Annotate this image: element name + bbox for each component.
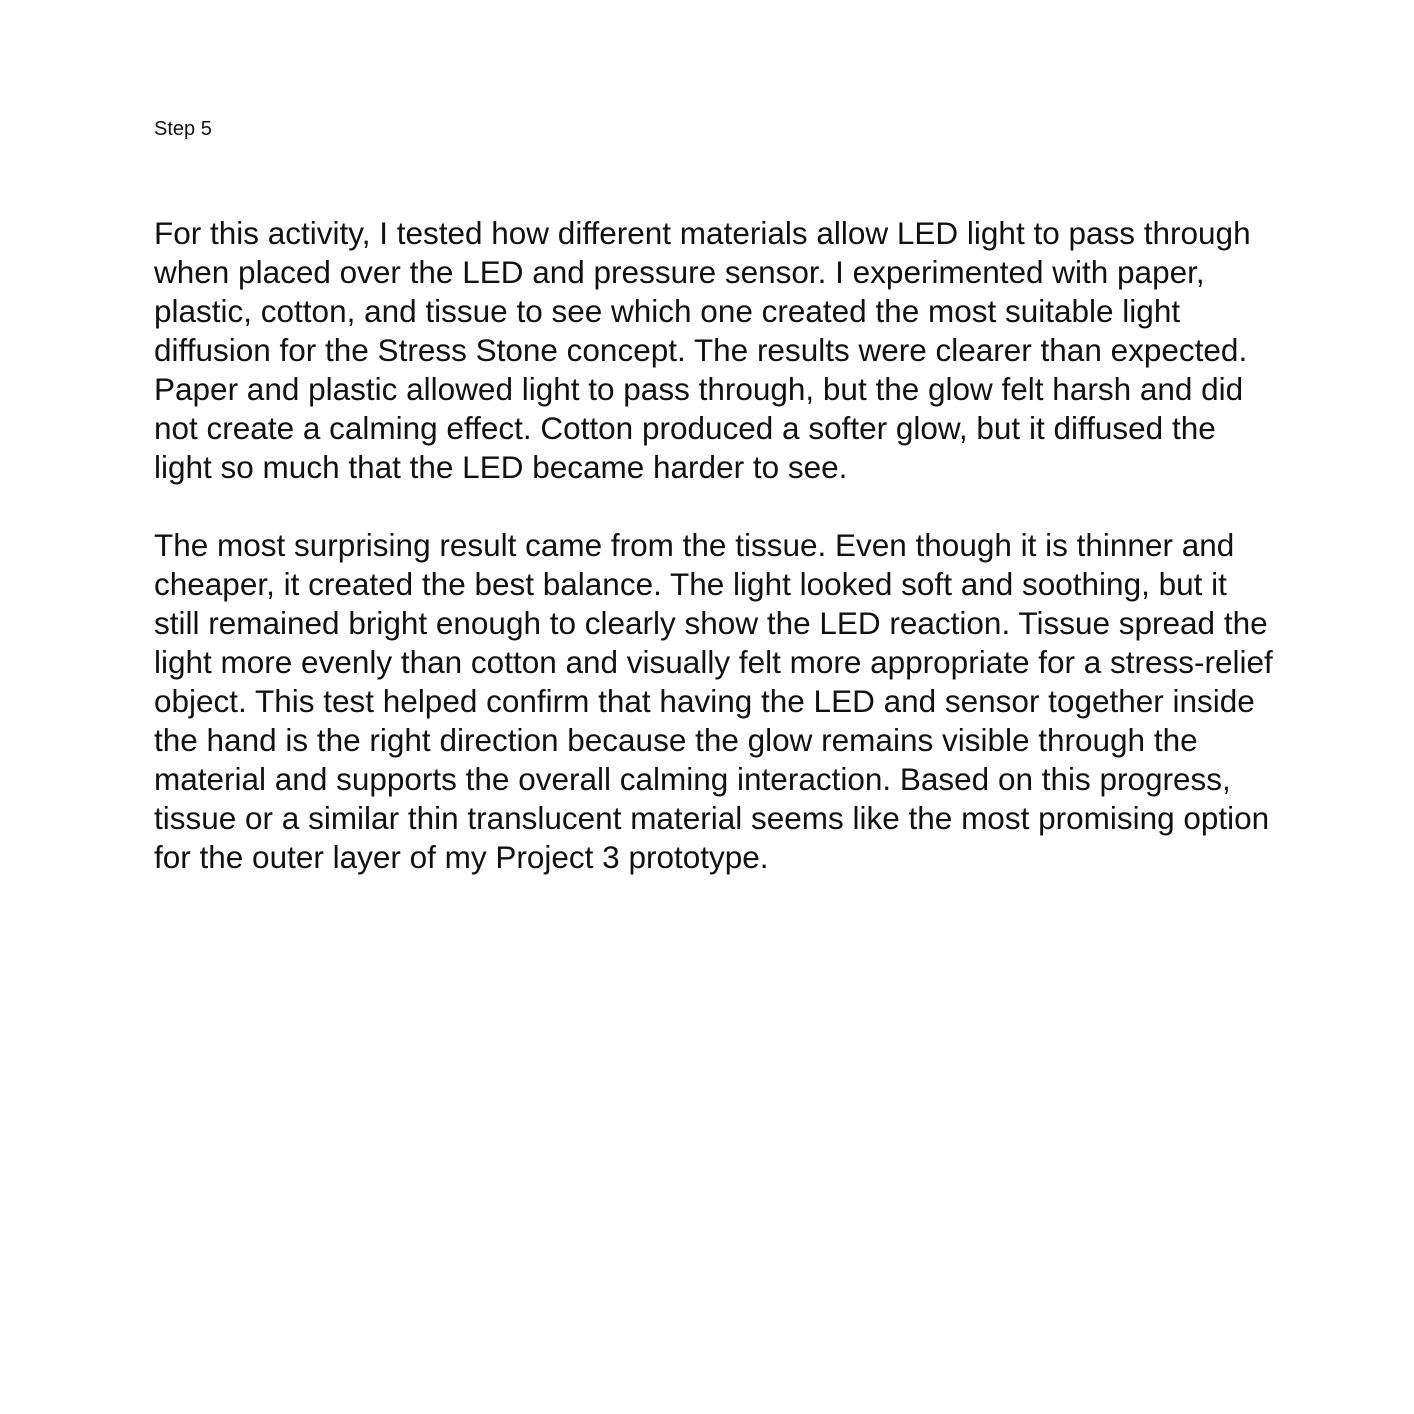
step-label: Step 5 xyxy=(154,118,212,140)
document-page xyxy=(154,116,1274,877)
paragraph-material-testing: For this activity, I tested how different materials allow LED light to pass through when placed over the LED and pressure sensor. I experimented with paper, plastic, cotton, and tissue to see which one created the most suitable light diffusion for the Stress Stone concept. The results were clearer than expected. Paper and plastic allowed light to pass through, but the glow felt harsh and did not create a calming effect. Cotton produced a softer glow, but it diffused the light so much that the LED became harder to see. xyxy=(154,215,1251,485)
paragraph-tissue-result: The most surprising result came from the tissue. Even though it is thinner and cheaper, it created the best balance. The light looked soft and soothing, but it still remained bright enough to clearly show the LED reaction. Tissue spread the light more evenly than cotton and visually felt more appropriate for a stress-relief object. This test helped confirm that having the LED and sensor together inside the hand is the right direction because the glow remains visible through the material and supports the overall calming interaction. Based on this progress, tissue or a similar thin translucent material seems like the most promising option for the outer layer of my Project 3 prototype. xyxy=(154,527,1273,875)
body-text xyxy=(154,214,1274,877)
